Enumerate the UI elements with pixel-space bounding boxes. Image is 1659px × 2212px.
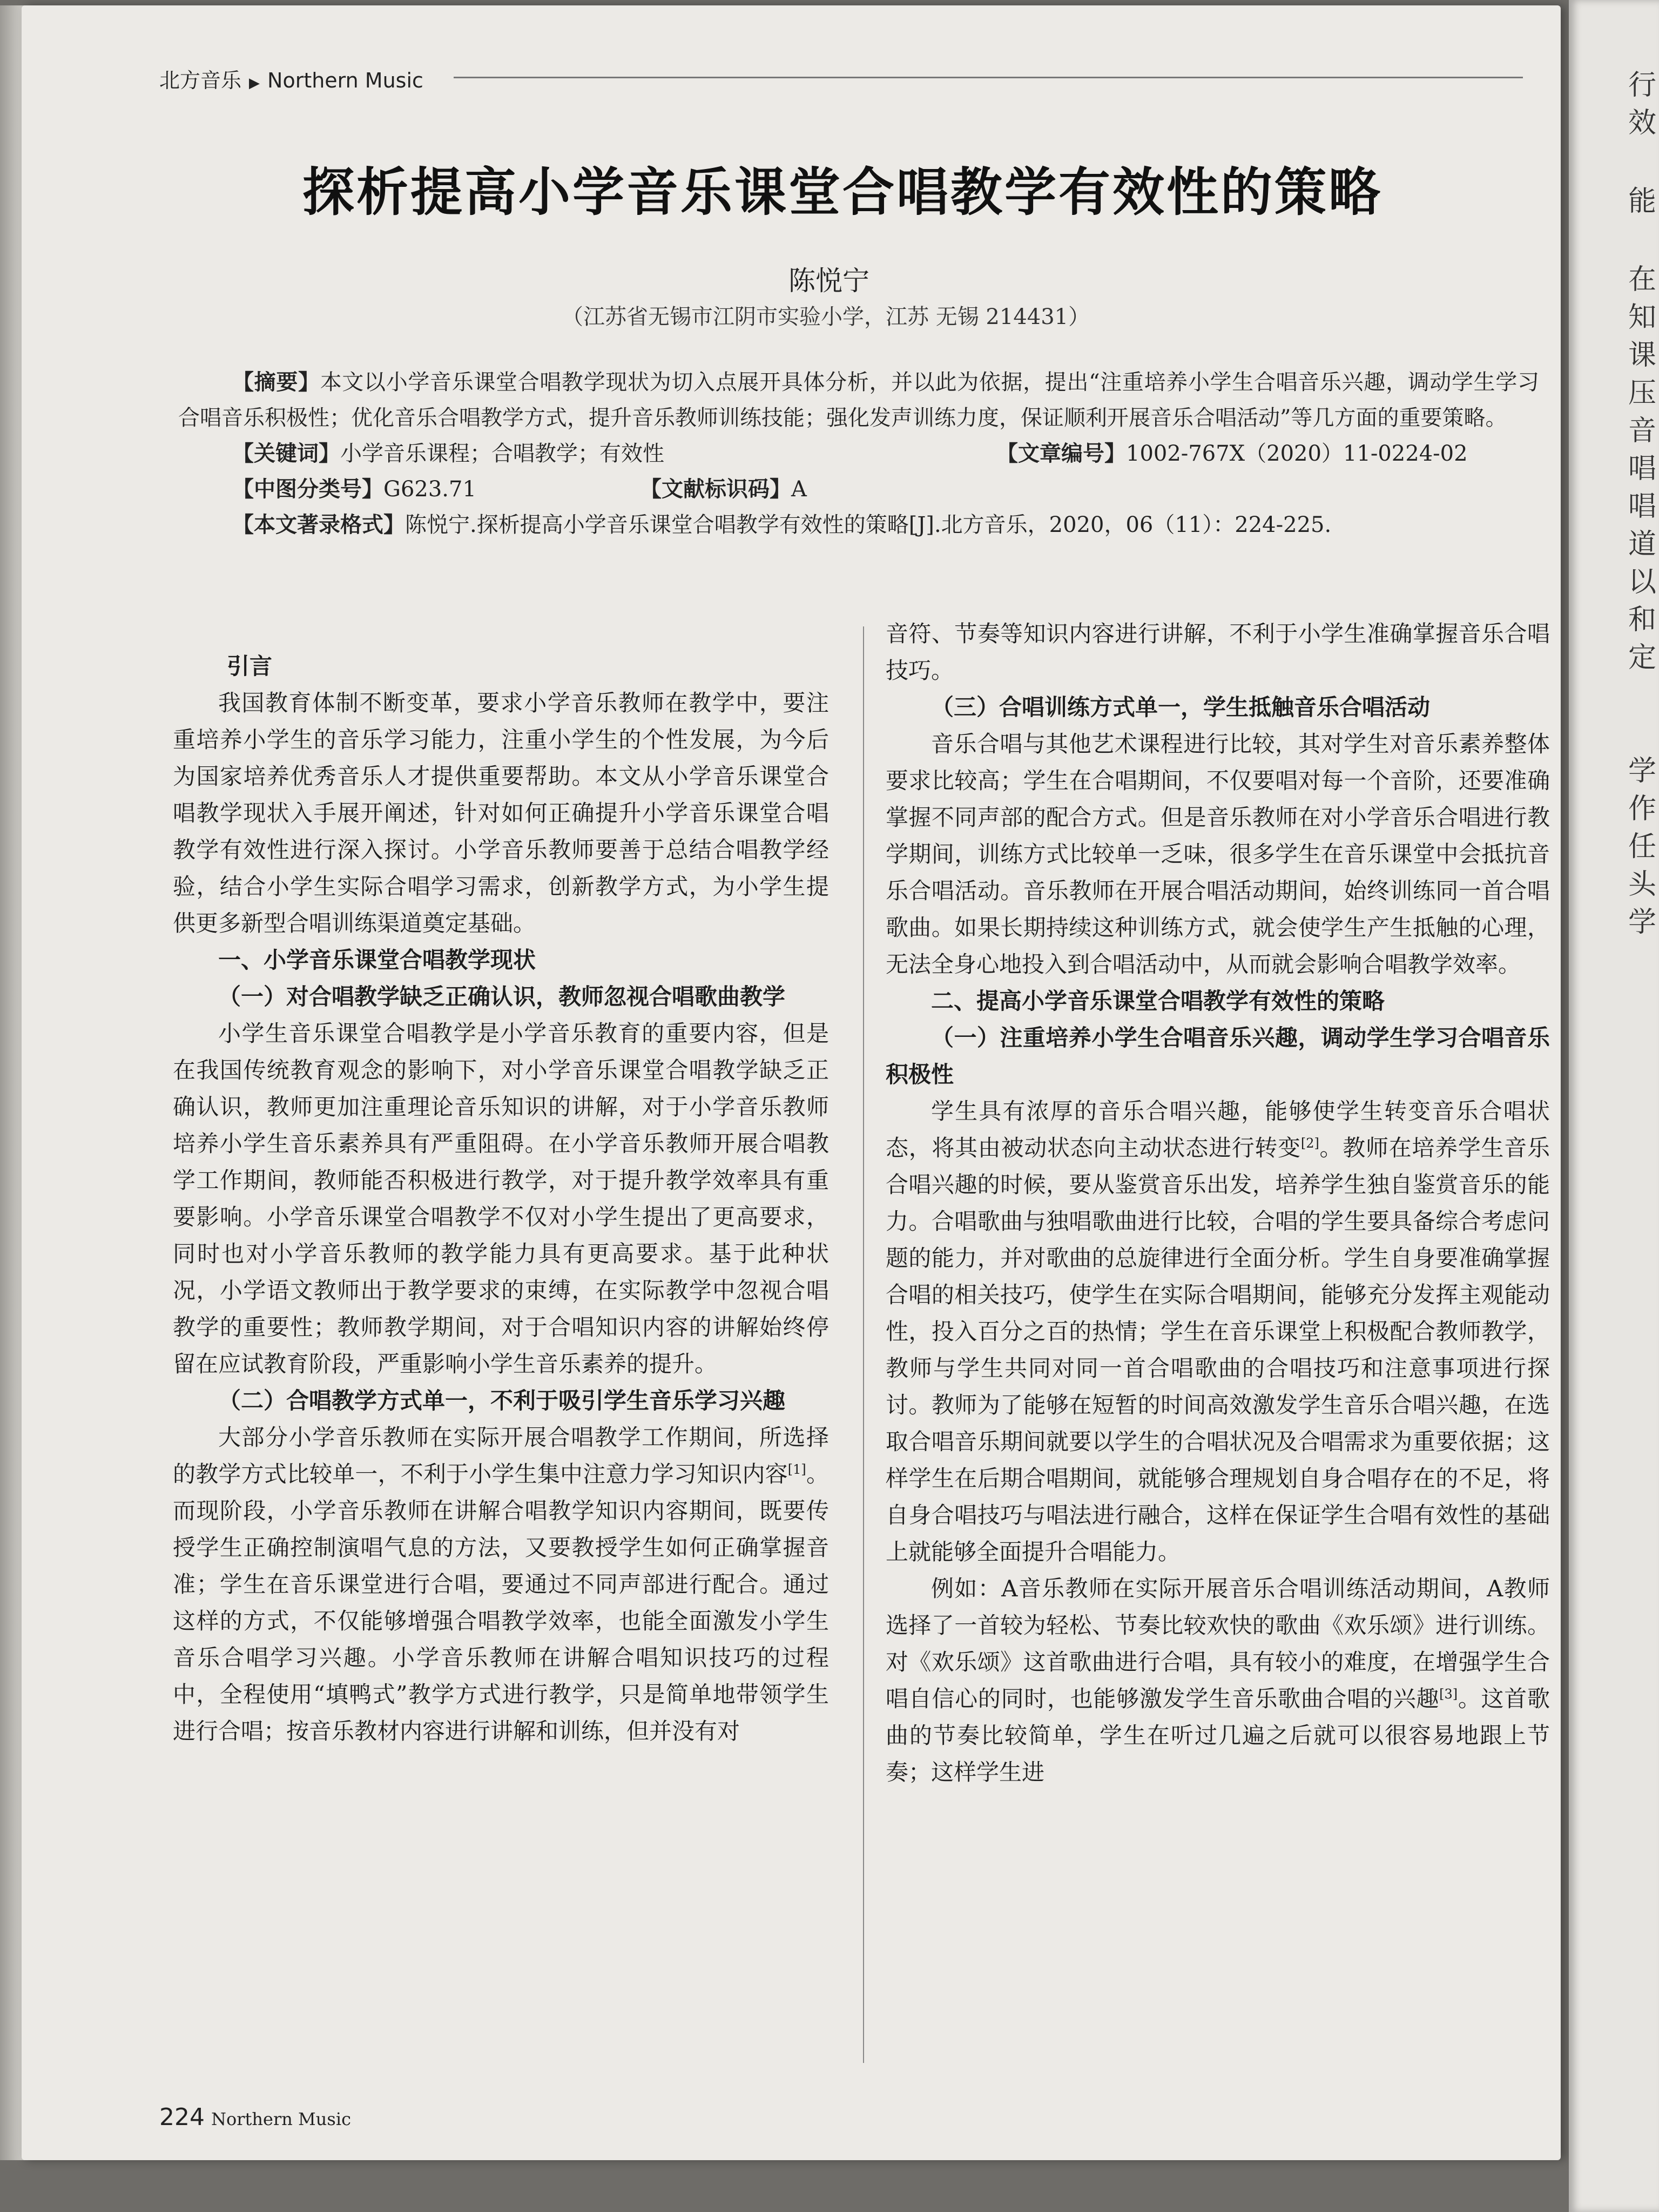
doc-code-label: 【文献标识码】 [640, 477, 791, 502]
example-paragraph [886, 1570, 1550, 1791]
citation-label: 【本文著录格式】 [232, 512, 405, 537]
doc-code [640, 471, 807, 507]
next-page-char: 道 [1628, 528, 1657, 561]
section1-heading: 一、小学音乐课堂合唱教学现状 [218, 947, 536, 973]
next-page-char: 音 [1628, 415, 1657, 447]
keywords-row [178, 436, 1539, 471]
page-number: 224 [159, 2103, 205, 2131]
sub2-text-a: 大部分小学音乐教师在实际开展合唱教学工作期间，所选择的教学方式比较单一，不利于小学生集中注意力学习知识内容 [173, 1424, 829, 1487]
sub4-text-b: 。教师在培养学生音乐合唱兴趣的时候，要从鉴赏音乐出发，培养学生独自鉴赏音乐的能力。合唱歌曲与独唱歌曲进行比较，合唱的学生要具备综合考虑问题的能力，并对歌曲的总旋律进行全面分析。学生自身要准确掌握合唱的相关技巧，使学生在实际合唱期间，能够充分发挥主观能动性，投入百分之百的热情；学生在音乐课堂上积极配合教师教学，教师与学生共同对同一首合唱歌曲的合唱技巧和注意事项进行探讨。教师为了能够在短暂的时间高效激发学生音乐合唱兴趣，在选取合唱音乐期间就要以学生的合唱状况及合唱需求为重要依据；这样学生在后期合唱期间，就能够合理规划自身合唱存在的不足，将自身合唱技巧与唱法进行融合，这样在保证学生合唱有效性的基础上就能够全面提升合唱能力。 [886, 1135, 1550, 1565]
article-number-value: 1002-767X（2020）11-0224-02 [1126, 441, 1468, 466]
column-divider [863, 626, 864, 2063]
keywords-label: 【关键词】 [232, 441, 340, 466]
example-text-b: 。这首歌曲的节奏比较简单，学生在听过几遍之后就可以很容易地跟上节奏；这样学生进 [886, 1685, 1550, 1785]
header-rule [454, 77, 1523, 78]
next-page-char: 唱 [1628, 453, 1657, 485]
next-page-char: 效 [1628, 107, 1657, 139]
next-page-char: 行 [1628, 69, 1657, 102]
article-metadata [178, 365, 1539, 543]
sub2-heading: （二）合唱教学方式单一，不利于吸引学生音乐学习兴趣 [218, 1387, 786, 1414]
example-text-a: 例如：A音乐教师在实际开展音乐合唱训练活动期间，A教师选择了一首较为轻松、节奏比较欢快的歌曲《欢乐颂》进行训练。对《欢乐颂》这首歌曲进行合唱，具有较小的难度，在增强学生合唱自信心的同时，也能够激发学生音乐歌曲合唱的兴趣 [886, 1575, 1550, 1712]
author-name: 陈悦宁 [788, 265, 869, 296]
intro-heading: 引言 [227, 653, 273, 679]
page-footer [159, 2103, 351, 2131]
running-header [159, 64, 423, 93]
citation-ref-1: [1] [787, 1462, 806, 1477]
next-page-char: 头 [1628, 868, 1657, 901]
citation-text: 陈悦宁.探析提高小学音乐课堂合唱教学有效性的策略[J].北方音乐，2020，06（11）：224-225. [405, 512, 1332, 537]
author-affiliation: （江苏省无锡市江阴市实验小学，江苏 无锡 214431） [562, 305, 1090, 329]
sub2-paragraph [173, 1419, 829, 1750]
next-page-char: 唱 [1628, 490, 1657, 523]
classification-row [178, 471, 1539, 507]
next-page-char: 能 [1628, 185, 1657, 218]
next-page-char: 作 [1628, 793, 1657, 825]
sub4-heading: （一）注重培养小学生合唱音乐兴趣，调动学生学习合唱音乐积极性 [886, 1024, 1550, 1088]
keywords-text: 小学音乐课程；合唱教学；有效性 [340, 441, 664, 466]
continued-paragraph: 音符、节奏等知识内容进行讲解，不利于小学生准确掌握音乐合唱技巧。 [886, 621, 1550, 684]
journal-name-en: Northern Music [267, 69, 423, 92]
sub3-paragraph: 音乐合唱与其他艺术课程进行比较，其对学生对音乐素养整体要求比较高；学生在合唱期间，不仅要唱对每一个音阶，还要准确掌握不同声部的配合方式。但是音乐教师在对小学音乐合唱进行教学期间，训练方式比较单一乏味，很多学生在音乐课堂中会抵抗音乐合唱活动。音乐教师在开展合唱活动期间，始终训练同一首合唱歌曲。如果长期持续这种训练方式，就会使学生产生抵触的心理，无法全身心地投入到合唱活动中，从而就会影响合唱教学效率。 [886, 731, 1550, 977]
abstract-label: 【摘要】 [232, 370, 320, 395]
article-title: 探析提高小学音乐课堂合唱教学有效性的策略 [302, 162, 1382, 222]
article-number [996, 436, 1468, 471]
next-page-char: 知 [1628, 301, 1657, 334]
section2-heading: 二、提高小学音乐课堂合唱教学有效性的策略 [931, 988, 1385, 1014]
citation-ref-2: [2] [1300, 1136, 1319, 1151]
citation-row [178, 507, 1539, 543]
abstract [178, 365, 1539, 436]
sub4-text-a: 学生具有浓厚的音乐合唱兴趣，能够使学生转变音乐合唱状态，将其由被动状态向主动状态进行转变 [886, 1098, 1550, 1161]
journal-name-cn: 北方音乐 [159, 69, 242, 92]
next-page-char: 压 [1628, 377, 1657, 409]
clc-value: G623.71 [383, 477, 476, 502]
next-page-char: 任 [1628, 831, 1657, 863]
next-page-char: 学 [1628, 755, 1657, 787]
sub2-text-b: 。而现阶段，小学音乐教师在讲解合唱教学知识内容期间，既要传授学生正确控制演唱气息的方法，又要教授学生如何正确掌握音准；学生在音乐课堂进行合唱，要通过不同声部进行配合。通过这样的方式，不仅能够增强合唱教学效率，也能全面激发小学生音乐合唱学习兴趣。小学音乐教师在讲解合唱知识技巧的过程中，全程使用“填鸭式”教学方式进行教学，只是简单地带领学生进行合唱；按音乐教材内容进行讲解和训练，但并没有对 [173, 1461, 829, 1744]
next-page-char: 定 [1628, 642, 1657, 674]
next-page-char: 在 [1628, 264, 1657, 296]
article-number-label: 【文章编号】 [996, 441, 1126, 466]
abstract-text: 本文以小学音乐课堂合唱教学现状为切入点展开具体分析，并以此为依据，提出“注重培养小学生合唱音乐兴趣，调动学生学习合唱音乐积极性；优化音乐合唱教学方式，提升音乐教师训练技能；强化发声训练力度，保证顺利开展音乐合唱活动”等几方面的重要策略。 [178, 370, 1540, 430]
adjacent-page-edge [1569, 0, 1659, 2212]
sub1-heading: （一）对合唱教学缺乏正确认识，教师忽视合唱歌曲教学 [218, 983, 786, 1010]
left-column [173, 648, 829, 1750]
clc-label: 【中图分类号】 [232, 477, 383, 502]
doc-code-value: A [791, 477, 807, 502]
next-page-char: 以 [1628, 566, 1657, 598]
citation-ref-3: [3] [1439, 1687, 1458, 1702]
journal-page [22, 5, 1561, 2160]
footer-journal-name: Northern Music [211, 2109, 351, 2129]
sub4-paragraph [886, 1093, 1550, 1570]
sub3-heading: （三）合唱训练方式单一，学生抵触音乐合唱活动 [931, 694, 1431, 720]
right-column [886, 616, 1550, 1791]
next-page-char: 和 [1628, 604, 1657, 636]
next-page-char: 学 [1628, 906, 1657, 939]
intro-paragraph: 我国教育体制不断变革，要求小学音乐教师在教学中，要注重培养小学生的音乐学习能力，注重小学生的个性发展，为今后为国家培养优秀音乐人才提供重要帮助。本文从小学音乐课堂合唱教学现状入手展开阐述，针对如何正确提升小学音乐课堂合唱教学有效性进行深入探讨。小学音乐教师要善于总结合唱教学经验，结合小学生实际合唱学习需求，创新教学方式，为小学生提供更多新型合唱训练渠道奠定基础。 [173, 690, 829, 936]
sub1-paragraph: 小学生音乐课堂合唱教学是小学音乐教育的重要内容，但是在我国传统教育观念的影响下，对小学音乐课堂合唱教学缺乏正确认识，教师更加注重理论音乐知识的讲解，对于小学音乐教师培养小学生音乐素养具有严重阻碍。在小学音乐教师开展合唱教学工作期间，教师能否积极进行教学，对于提升教学效率具有重要影响。小学音乐课堂合唱教学不仅对小学生提出了更高要求，同时也对小学音乐教师的教学能力具有更高要求。基于此种状况，小学语文教师出于教学要求的束缚，在实际教学中忽视合唱教学的重要性；教师教学期间，对于合唱知识内容的讲解始终停留在应试教育阶段，严重影响小学生音乐素养的提升。 [173, 1020, 829, 1377]
triangle-icon: ▶ [249, 75, 260, 91]
next-page-char: 课 [1628, 339, 1657, 372]
